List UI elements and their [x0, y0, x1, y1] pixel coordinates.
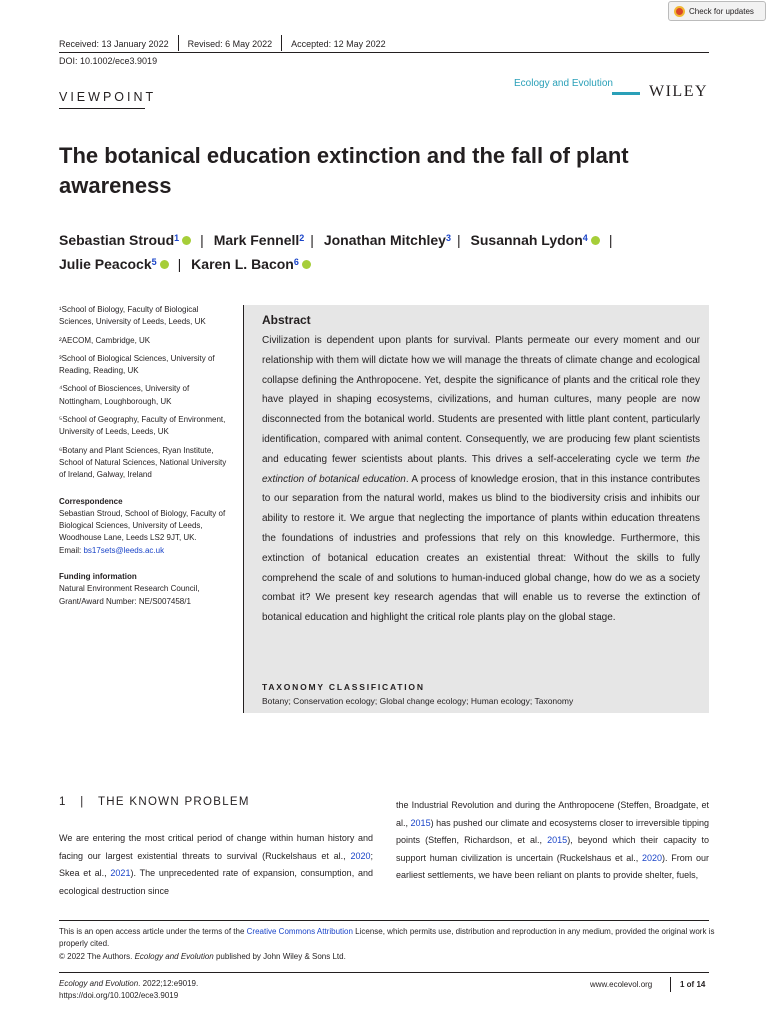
accepted-date: Accepted: 12 May 2022 — [291, 39, 386, 49]
journal-logo: Ecology and Evolution — [514, 78, 613, 89]
funding-heading: Funding information — [59, 572, 137, 582]
author-name[interactable]: Susannah Lydon$^4$ — [470, 232, 588, 248]
journal-website[interactable]: www.ecolevol.org — [590, 980, 653, 989]
author-separator: | — [200, 232, 204, 248]
affiliation: ⁶Botany and Plant Sciences, Ryan Institute, School of Natural Sciences, National University of Ireland, Galway, Ireland — [59, 445, 227, 480]
author-name[interactable]: Karen L. Bacon$^6$ — [191, 256, 299, 272]
article-type: VIEWPOINT — [59, 90, 157, 104]
license-notice: This is an open access article under the terms of the Creative Commons Attribution License, which permits use, distribution and reproduction in any medium, provided the original work is properly cited. © 2022 The Authors. Ecology and Evolution published by John Wiley & Sons Ltd. — [59, 927, 715, 961]
author-name[interactable]: Julie Peacock$^5$ — [59, 256, 157, 272]
open-access-mark — [612, 92, 640, 95]
article-title: The botanical education extinction and the fall of plant awareness — [59, 143, 629, 198]
correspondence-heading: Correspondence — [59, 496, 123, 506]
abstract-heading: Abstract — [262, 313, 311, 327]
citation-link[interactable]: 2020 — [350, 850, 371, 861]
author-list — [59, 228, 709, 276]
author-separator: | — [608, 232, 613, 248]
correspondence-text: Sebastian Stroud, School of Biology, Faculty of Biological Sciences, University of Leeds, Woodhouse Lane, Leeds LS2 9JT, UK. — [59, 508, 226, 543]
orcid-icon[interactable] — [591, 236, 600, 245]
citation-link[interactable]: 2021 — [110, 868, 131, 879]
email-link[interactable]: bs17sets@leeds.ac.uk — [83, 545, 165, 555]
dates-line — [59, 37, 395, 51]
affiliation: ¹School of Biology, Faculty of Biological Sciences, University of Leeds, Leeds, UK — [59, 305, 206, 327]
article-type-underline — [59, 108, 145, 109]
section-heading: 1 | THE KNOWN PROBLEM — [59, 796, 250, 808]
affiliations-panel — [59, 304, 234, 614]
taxonomy-heading: TAXONOMY CLASSIFICATION — [262, 682, 425, 692]
taxonomy-list: Botany; Conservation ecology; Global change ecology; Human ecology; Taxonomy — [262, 696, 574, 706]
license-link[interactable]: Creative Commons Attribution — [246, 927, 353, 936]
affiliation: ⁴School of Biosciences, University of Nottingham, Loughborough, UK — [59, 384, 190, 406]
correspondence-email: Email: bs17sets@leeds.ac.uk — [59, 545, 165, 555]
publisher-logo: WILEY — [649, 83, 709, 100]
affiliation: ³School of Biological Sciences, University of Reading, Reading, UK — [59, 353, 215, 376]
author-separator: | — [456, 232, 461, 248]
affiliation: ²AECOM, Cambridge, UK — [59, 335, 151, 345]
author-name[interactable]: Jonathan Mitchley$^3$ — [323, 232, 451, 248]
revised-date: Revised: 6 May 2022 — [187, 39, 273, 49]
footer-rule — [59, 972, 709, 973]
check-for-updates-label: Check for updates — [689, 6, 754, 16]
body-column-left: We are entering the most critical period of change within human history and facing our largest existential threats to survival (Ruckelshaus et al., 2020; Skea et al., 2021). The unprecedented rate of expansion, consumption, and ecological destruction since — [59, 833, 373, 896]
footer-rule — [59, 920, 709, 921]
page-number: 1 of 14 — [680, 980, 706, 989]
received-date: Received: 13 January 2022 — [59, 39, 169, 49]
check-for-updates-button[interactable] — [668, 1, 766, 21]
orcid-icon[interactable] — [160, 260, 169, 269]
citation-link[interactable]: 2020 — [641, 852, 663, 863]
body-column-right: the Industrial Revolution and during the Anthropocene (Steffen, Broadgate, et al., 2015) has pushed our climate and ecosystems closer to irreversible tipping points (Steffen, Richardson, et al., 2015), beyond which their capacity to support human civilization is uncertain (Ruckelshaus et al., 2020). From our earliest settlements, we have been reliant on plants to provide shelter, fuels, — [396, 800, 709, 881]
crossmark-icon — [674, 6, 685, 17]
doi: DOI: 10.1002/ece3.9019 — [59, 56, 158, 66]
orcid-icon[interactable] — [302, 260, 311, 269]
author-separator: | — [310, 232, 314, 248]
orcid-icon[interactable] — [182, 236, 191, 245]
citation-link[interactable]: 2015 — [410, 817, 431, 828]
journal-citation: Ecology and Evolution. 2022;12:e9019. https://doi.org/10.1002/ece3.9019 — [59, 979, 199, 1001]
author-name[interactable]: Sebastian Stroud$^1$ — [59, 232, 180, 248]
author-name[interactable]: Mark Fennell$^2$ — [213, 232, 305, 248]
doi-url[interactable]: https://doi.org/10.1002/ece3.9019 — [59, 991, 179, 1001]
funding-text: Natural Environment Research Council, Grant/Award Number: NE/S007458/1 — [59, 584, 200, 606]
header-rule — [59, 52, 709, 53]
citation-link[interactable]: 2015 — [547, 835, 568, 846]
author-separator: | — [177, 256, 182, 272]
abstract-text: Civilization is dependent upon plants for survival. Plants permeate our every moment and our relationship with them will dictate how we will manage the threats of climate change and ecological collapse defining the Anthropocene. Yet, despite the significance of plants and the critical role they have played in shaping ecosystems, civilizations, and human cultures, many people are now disconnected from the botanical world. Students are presented with little plant content, particularly identification, compared with animal content. Consequently, we are producing few plant scientists and educating fewer scientists about plants. This drives a self-accelerating cycle we term the extinction of botanical education. A process of knowledge erosion, that in this instance contributes to our separation from the natural world, makes us blind to the biodiversity crisis and inhibits our ability to restore it. We argue that neglecting the importance of plants within education threatens the foundations of industries and professions that rely on this knowledge. Furthermore, this extinction of botanical education creates an existential threat: Without the skills to fully comprehend the scale of and solutions to human-induced global change, how do we as a society combat it? We present key research agendas that will enable us to reverse the extinction of botanical education and highlight the critical role plants play on the global stage. — [262, 335, 701, 624]
divider — [670, 977, 671, 992]
affiliation: ⁵School of Geography, Faculty of Environment, University of Leeds, Leeds, UK — [59, 415, 226, 437]
